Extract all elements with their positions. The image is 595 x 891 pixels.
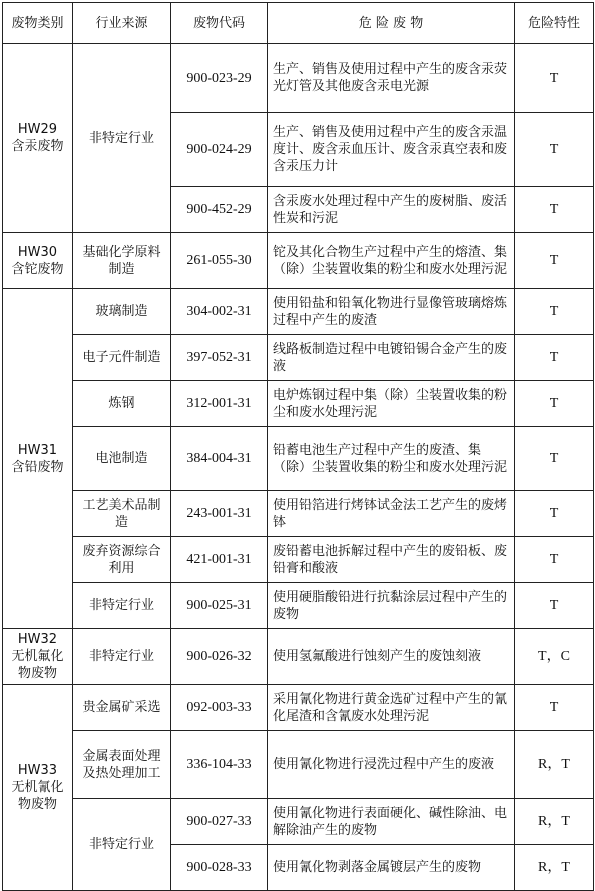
characteristic-cell: T，C <box>515 629 594 685</box>
source-cell: 玻璃制造 <box>73 289 171 335</box>
code-cell: 900-025-31 <box>171 583 268 629</box>
table-row <box>3 583 594 629</box>
characteristic-cell: T <box>515 381 594 427</box>
hazardous-waste-table <box>2 2 594 891</box>
waste-desc-cell: 铊及其化合物生产过程中产生的熔渣、集（除）尘装置收集的粉尘和废水处理污泥 <box>268 233 515 289</box>
source-cell: 电子元件制造 <box>73 335 171 381</box>
code-cell: 384-004-31 <box>171 427 268 491</box>
waste-desc-cell: 含汞废水处理过程中产生的废树脂、废活性炭和污泥 <box>268 187 515 233</box>
code-cell: 397-052-31 <box>171 335 268 381</box>
category-cell-hw31: HW31 含铅废物 <box>3 289 73 629</box>
code-cell: 336-104-33 <box>171 731 268 799</box>
waste-desc-cell: 使用氰化物剥落金属镀层产生的废物 <box>268 845 515 891</box>
table-row <box>3 491 594 537</box>
source-cell: 非特定行业 <box>73 44 171 233</box>
category-cell-hw30: HW30 含铊废物 <box>3 233 73 289</box>
characteristic-cell: R，T <box>515 845 594 891</box>
table-row <box>3 427 594 491</box>
source-cell: 废弃资源综合利用 <box>73 537 171 583</box>
table-row <box>3 233 594 289</box>
characteristic-cell: T <box>515 427 594 491</box>
waste-desc-cell: 生产、销售及使用过程中产生的废含汞温度计、废含汞血压计、废含汞真空表和废含汞压力计 <box>268 113 515 187</box>
characteristic-cell: T <box>515 335 594 381</box>
table-row <box>3 537 594 583</box>
code-cell: 304-002-31 <box>171 289 268 335</box>
characteristic-cell: R，T <box>515 731 594 799</box>
table-row <box>3 685 594 731</box>
waste-desc-cell: 使用氢氟酸进行蚀刻产生的废蚀刻液 <box>268 629 515 685</box>
waste-desc-cell: 废铅蓄电池拆解过程中产生的废铅板、废铅膏和酸液 <box>268 537 515 583</box>
category-cell-hw33: HW33 无机氰化 物废物 <box>3 685 73 891</box>
waste-desc-cell: 使用氰化物进行表面硬化、碱性除油、电解除油产生的废物 <box>268 799 515 845</box>
table-row <box>3 44 594 113</box>
header-waste: 危 险 废 物 <box>268 3 515 44</box>
code-cell: 092-003-33 <box>171 685 268 731</box>
waste-desc-cell: 生产、销售及使用过程中产生的废含汞荧光灯管及其他废含汞电光源 <box>268 44 515 113</box>
waste-desc-cell: 使用铅盐和铅氧化物进行显像管玻璃熔炼过程中产生的废渣 <box>268 289 515 335</box>
header-source: 行业来源 <box>73 3 171 44</box>
category-cell-hw32: HW32 无机氟化 物废物 <box>3 629 73 685</box>
source-cell: 非特定行业 <box>73 629 171 685</box>
code-cell: 900-026-32 <box>171 629 268 685</box>
characteristic-cell: T <box>515 685 594 731</box>
table-row <box>3 289 594 335</box>
characteristic-cell: T <box>515 537 594 583</box>
waste-desc-cell: 电炉炼钢过程中集（除）尘装置收集的粉尘和废水处理污泥 <box>268 381 515 427</box>
waste-desc-cell: 使用硬脂酸铅进行抗黏涂层过程中产生的废物 <box>268 583 515 629</box>
table-row <box>3 381 594 427</box>
table-row <box>3 731 594 799</box>
source-cell: 非特定行业 <box>73 583 171 629</box>
code-cell: 900-028-33 <box>171 845 268 891</box>
code-cell: 261-055-30 <box>171 233 268 289</box>
code-cell: 900-023-29 <box>171 44 268 113</box>
source-cell: 非特定行业 <box>73 799 171 891</box>
header-code: 废物代码 <box>171 3 268 44</box>
header-category: 废物类别 <box>3 3 73 44</box>
table-row <box>3 335 594 381</box>
code-cell: 900-452-29 <box>171 187 268 233</box>
characteristic-cell: T <box>515 289 594 335</box>
code-cell: 421-001-31 <box>171 537 268 583</box>
waste-desc-cell: 线路板制造过程中电镀铅锡合金产生的废液 <box>268 335 515 381</box>
source-cell: 炼钢 <box>73 381 171 427</box>
characteristic-cell: T <box>515 491 594 537</box>
waste-desc-cell: 使用氰化物进行浸洗过程中产生的废液 <box>268 731 515 799</box>
characteristic-cell: T <box>515 44 594 113</box>
characteristic-cell: T <box>515 113 594 187</box>
header-characteristic: 危险特性 <box>515 3 594 44</box>
category-cell-hw29: HW29 含汞废物 <box>3 44 73 233</box>
source-cell: 电池制造 <box>73 427 171 491</box>
source-cell: 金属表面处理及热处理加工 <box>73 731 171 799</box>
waste-desc-cell: 采用氰化物进行黄金选矿过程中产生的氰化尾渣和含氰废水处理污泥 <box>268 685 515 731</box>
source-cell: 贵金属矿采选 <box>73 685 171 731</box>
source-cell: 基础化学原料制造 <box>73 233 171 289</box>
characteristic-cell: T <box>515 187 594 233</box>
code-cell: 312-001-31 <box>171 381 268 427</box>
characteristic-cell: T <box>515 233 594 289</box>
characteristic-cell: R，T <box>515 799 594 845</box>
code-cell: 900-027-33 <box>171 799 268 845</box>
header-row <box>3 3 594 44</box>
code-cell: 900-024-29 <box>171 113 268 187</box>
table-row <box>3 799 594 845</box>
source-cell: 工艺美术品制造 <box>73 491 171 537</box>
waste-desc-cell: 铅蓄电池生产过程中产生的废渣、集（除）尘装置收集的粉尘和废水处理污泥 <box>268 427 515 491</box>
code-cell: 243-001-31 <box>171 491 268 537</box>
table-row <box>3 629 594 685</box>
waste-desc-cell: 使用铅箔进行烤钵试金法工艺产生的废烤钵 <box>268 491 515 537</box>
characteristic-cell: T <box>515 583 594 629</box>
